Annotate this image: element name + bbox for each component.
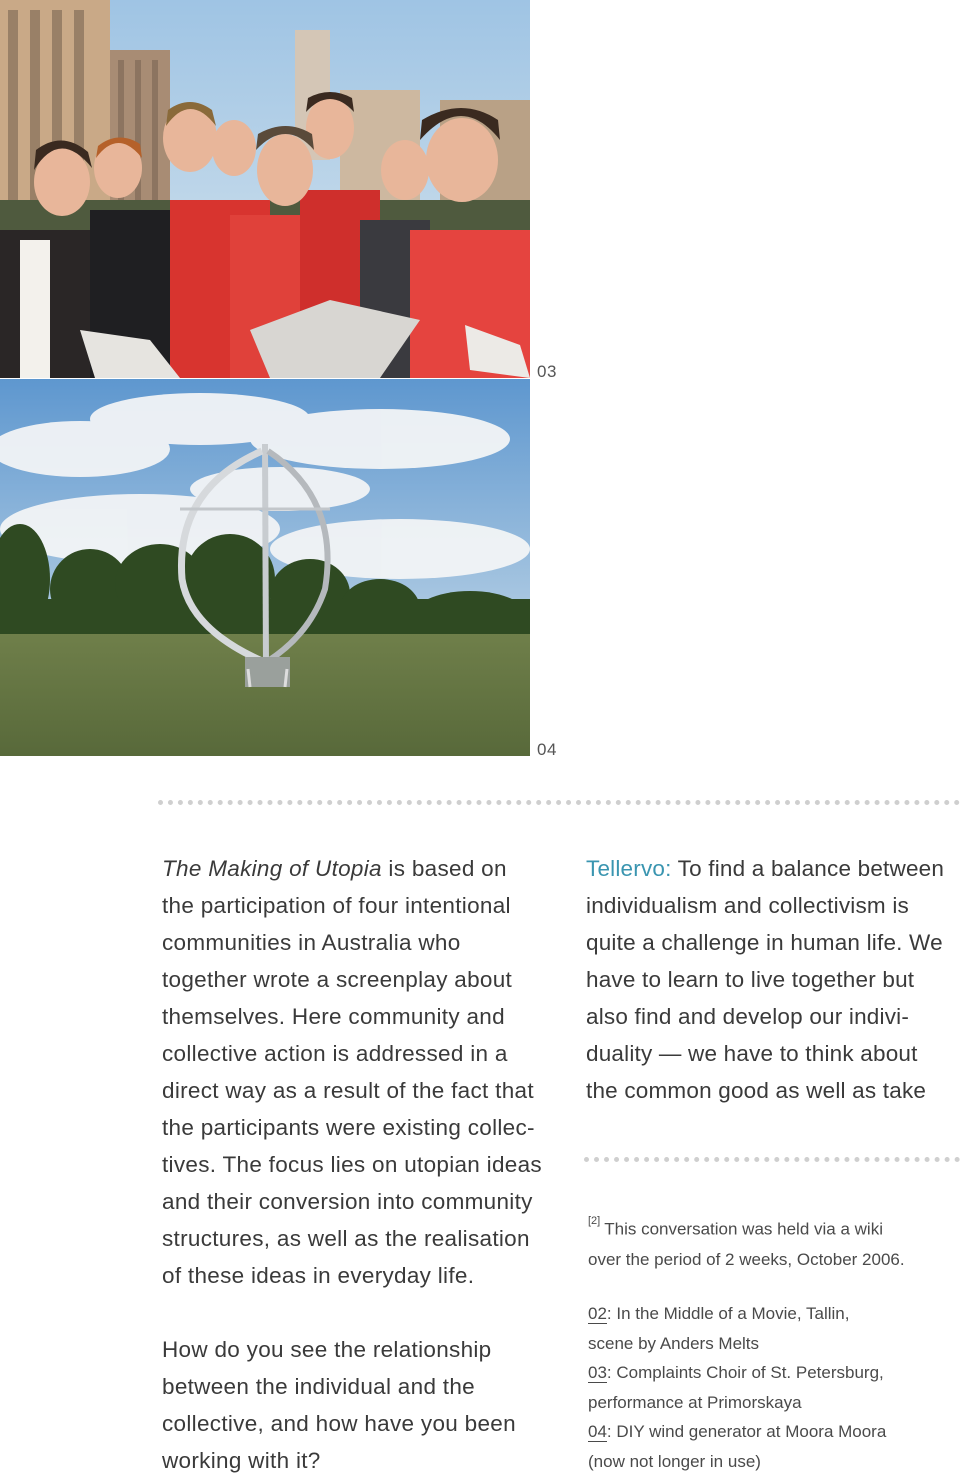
caption-text: : Complaints Choir of St. Petersburg, [606, 1363, 884, 1382]
figure-captions [588, 1299, 960, 1476]
text-line: the participants were existing collec- [162, 1115, 535, 1140]
speaker-name: Tellervo: [586, 856, 672, 881]
wind-generator-photo [0, 379, 530, 756]
dotted-divider [158, 800, 960, 805]
caption-line [588, 1417, 960, 1447]
caption-number: 04 [588, 1422, 607, 1441]
caption-text: (now not longer in use) [588, 1451, 761, 1471]
dotted-divider [584, 1157, 960, 1162]
text-line: the participation of four intentional [162, 893, 511, 918]
caption-line [588, 1447, 960, 1477]
text-line: quite a challenge in human life. We [586, 930, 943, 955]
caption-text: : DIY wind generator at Moora Moora [606, 1422, 887, 1441]
choir-photo [0, 0, 530, 378]
figure-number: 04 [537, 740, 557, 759]
text-line: of these ideas in everyday life. [162, 1263, 475, 1288]
text-line: and their conversion into community [162, 1189, 533, 1214]
text-line: duality — we have to think about [586, 1041, 918, 1066]
text-line: working with it? [162, 1448, 321, 1473]
text-line: collective action is addressed in a [162, 1041, 508, 1066]
text-line: individualism and collectivism is [586, 893, 909, 918]
text-line: together wrote a screenplay about [162, 967, 513, 992]
caption-number: 02 [588, 1304, 607, 1323]
footnote-line [588, 1245, 960, 1275]
caption-text: scene by Anders Melts [588, 1333, 760, 1353]
caption-line [588, 1299, 960, 1329]
text-line: tives. The focus lies on utopian ideas [162, 1152, 542, 1177]
interview-answer: Tellervo: To find a balance between individualism and collectivism is quite a challenge in human life. We have to learn to live together but also find and develop our indivi- duality — we have to think about the common good as well as take [586, 850, 960, 1109]
interview-question [162, 1331, 542, 1479]
text-line: direct way as a result of the fact that [162, 1078, 534, 1103]
text-line: the common good as well as take [586, 1078, 927, 1103]
caption-line [588, 1358, 960, 1388]
footnote-marker: [2] [588, 1215, 601, 1227]
footnote-line [588, 1210, 960, 1245]
text-line: themselves. Here community and [162, 1004, 505, 1029]
text-line: structures, as well as the realisation [162, 1226, 530, 1251]
caption-number: 03 [588, 1363, 607, 1382]
text-line: communities in Australia who [162, 930, 461, 955]
caption-line [588, 1329, 960, 1359]
text-line: also find and develop our indivi- [586, 1004, 910, 1029]
figure-number: 03 [537, 362, 557, 381]
caption-line [588, 1388, 960, 1418]
footnote-text: This conversation was held via a wiki [604, 1219, 883, 1239]
work-title: The Making of Utopia [162, 856, 382, 881]
text-line: have to learn to live together but [586, 967, 915, 992]
caption-text: : In the Middle of a Movie, Tallin, [606, 1304, 850, 1323]
text-line: collective, and how have you been [162, 1411, 516, 1436]
text-line: between the individual and the [162, 1374, 475, 1399]
main-article-text [162, 850, 542, 1479]
footnote-text: over the period of 2 weeks, October 2006. [588, 1249, 905, 1269]
text-line: How do you see the relationship [162, 1337, 492, 1362]
caption-text: performance at Primorskaya [588, 1392, 802, 1412]
intro-paragraph: The Making of Utopia is based on the participation of four intentional communities in Australia who together wrote a screenplay about themselves. Here community and collective action is addressed in a direct way as a result of the fact that the participants were existing collec- tives. The focus lies on utopian ideas and their conversion into community structures, as well as the realisation of these ideas in everyday life. [162, 850, 542, 1294]
footnote [588, 1210, 960, 1275]
